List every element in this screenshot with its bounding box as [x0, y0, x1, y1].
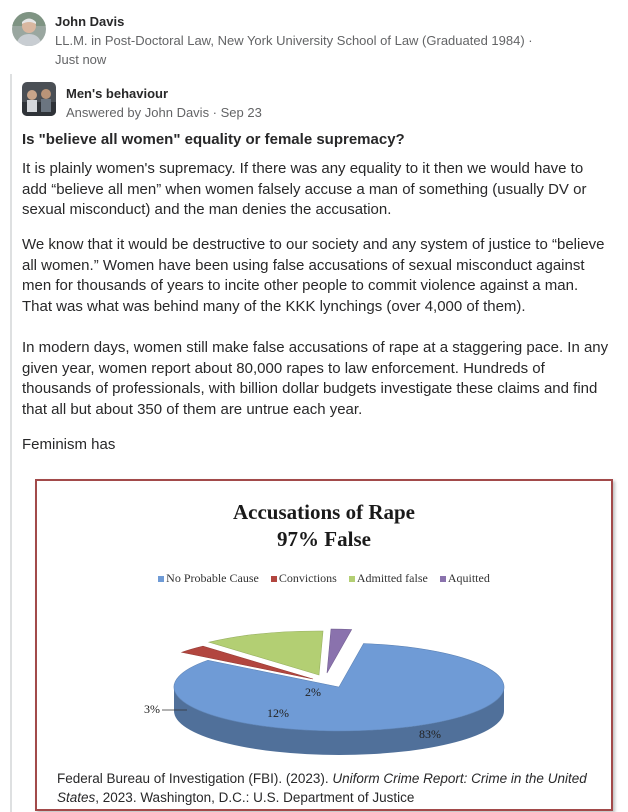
space-name[interactable]: Men's behaviour	[66, 86, 169, 101]
legend-label: Convictions	[278, 571, 337, 585]
author-avatar[interactable]	[12, 12, 46, 46]
answer-paragraph-1: It is plainly women's supremacy. If there was any equality to it then we would have to add “believe all men” when women falsely accuse a man of something (usually DV or sexual misconduct) and the man denies the accusation.	[22, 160, 587, 218]
chart-figure[interactable]	[35, 479, 613, 811]
answer-meta: Answered by John Davis · Sep 23	[66, 105, 262, 120]
post-timestamp[interactable]: Just now	[55, 52, 107, 67]
pie-data-label: 12%	[267, 706, 289, 720]
answer-paragraph-2: We know that it would be destructive to our society and any system of justice to “believe all women.” Women have been using false accusations of sexual misconduct against men for thousands of years to incite other people to commit violence against a man. That was what was behind many of the KKK lynchings (over 4,000 of them).	[22, 236, 605, 315]
chart-citation	[57, 769, 597, 807]
pie-data-label: 3%	[144, 702, 160, 716]
pie-data-label: 2%	[305, 685, 321, 699]
pie-chart	[37, 481, 611, 771]
post-header	[12, 10, 612, 66]
pie-slice	[327, 629, 352, 673]
legend-label: Aquitted	[447, 571, 490, 585]
author-name[interactable]: John Davis	[55, 14, 125, 29]
answer-paragraph-4: Feminism has	[22, 436, 116, 453]
space-avatar[interactable]	[22, 82, 56, 116]
citation-publisher: , 2023. Washington, D.C.: U.S. Department of Justice	[95, 790, 415, 805]
legend-label: Admitted false	[356, 571, 428, 585]
question-title[interactable]: Is "believe all women" equality or female supremacy?	[22, 131, 405, 148]
pie-data-label: 83%	[419, 727, 441, 741]
author-credential: LL.M. in Post-Doctoral Law, New York University School of Law (Graduated 1984) ·	[55, 33, 533, 48]
citation-title: Uniform Crime Report: Crime in the United States	[57, 771, 587, 805]
chart-subtitle: 97% False	[277, 527, 371, 551]
shared-answer	[10, 74, 620, 812]
legend-label: No Probable Cause	[166, 571, 259, 585]
citation-text: Federal Bureau of Investigation (FBI). (2023).	[57, 771, 333, 786]
chart-title: Accusations of Rape	[233, 500, 415, 524]
space-header	[22, 82, 522, 122]
answer-paragraph-3: In modern days, women still make false accusations of rape at a staggering pace. In any given year, women report about 80,000 rapes to law enforcement. Hundreds of thousands of professionals, with billion dollar budgets investigate these claims and find that all but about 350 of them are untrue each year.	[22, 339, 609, 418]
